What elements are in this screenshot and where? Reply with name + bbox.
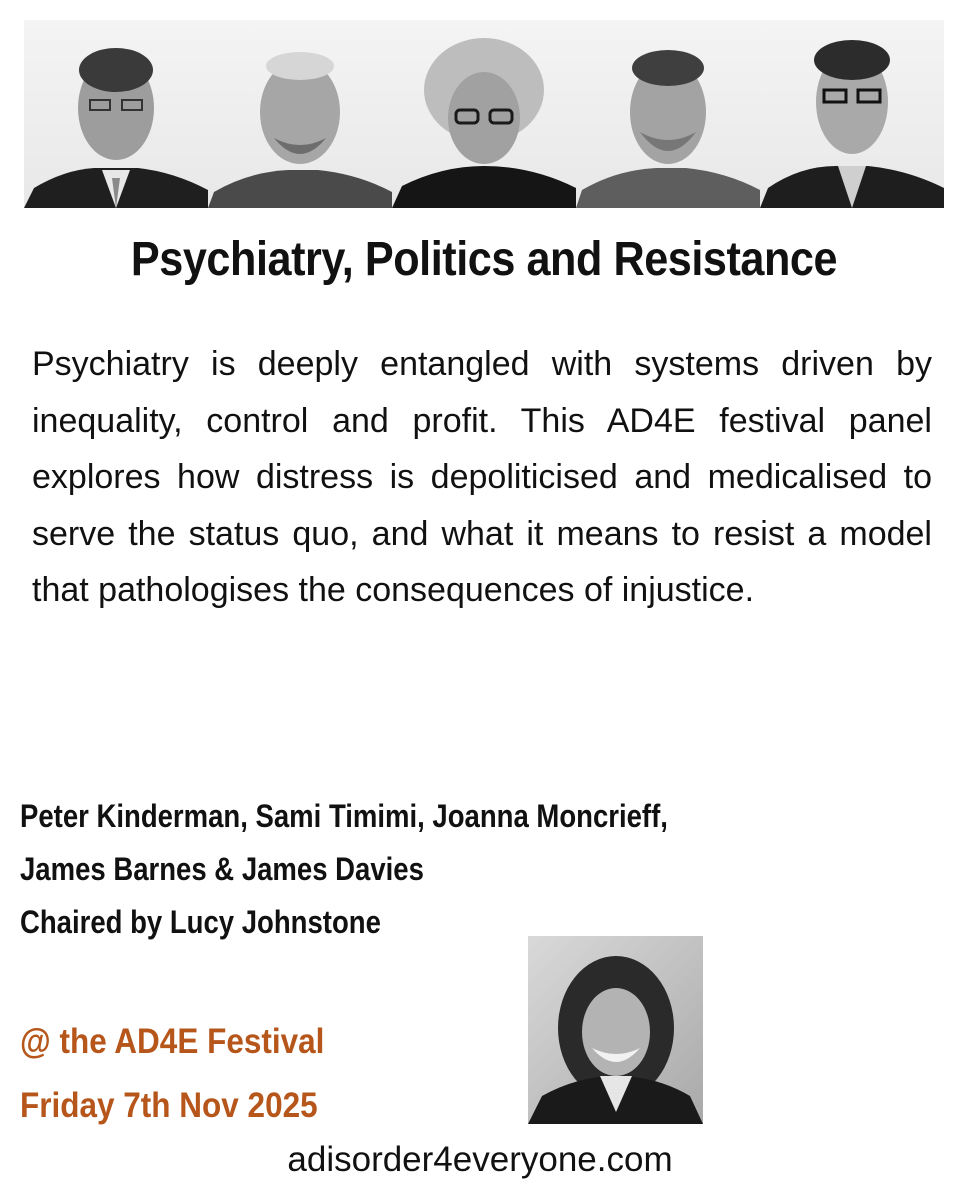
speaker-list bbox=[20, 790, 960, 949]
speaker-portrait-1 bbox=[24, 20, 208, 208]
event-venue: @ the AD4E Festival bbox=[20, 1022, 325, 1061]
website-url[interactable]: adisorder4everyone.com bbox=[287, 1140, 673, 1179]
speaker-photo-strip bbox=[24, 20, 944, 208]
speaker-portrait-4 bbox=[576, 20, 760, 208]
event-date: Friday 7th Nov 2025 bbox=[20, 1086, 318, 1125]
event-details bbox=[20, 1010, 358, 1138]
speaker-portrait-3 bbox=[392, 20, 576, 208]
chair-portrait bbox=[528, 936, 703, 1124]
event-description: Psychiatry is deeply entangled with systems driven by inequality, control and profit. This AD4E festival panel explores how distress is depoliticised and medicalised to serve the status quo, and what it means to resist a model that pathologises the consequences of injustice. bbox=[32, 345, 932, 609]
speaker-portrait-2 bbox=[208, 20, 392, 208]
speaker-portrait-5 bbox=[760, 20, 944, 208]
event-title: Psychiatry, Politics and Resistance bbox=[130, 233, 838, 286]
speakers-line-2: James Barnes & James Davies bbox=[20, 851, 424, 887]
speakers-line-1: Peter Kinderman, Sami Timimi, Joanna Moncrieff, bbox=[20, 798, 668, 834]
chair-line: Chaired by Lucy Johnstone bbox=[20, 904, 381, 940]
